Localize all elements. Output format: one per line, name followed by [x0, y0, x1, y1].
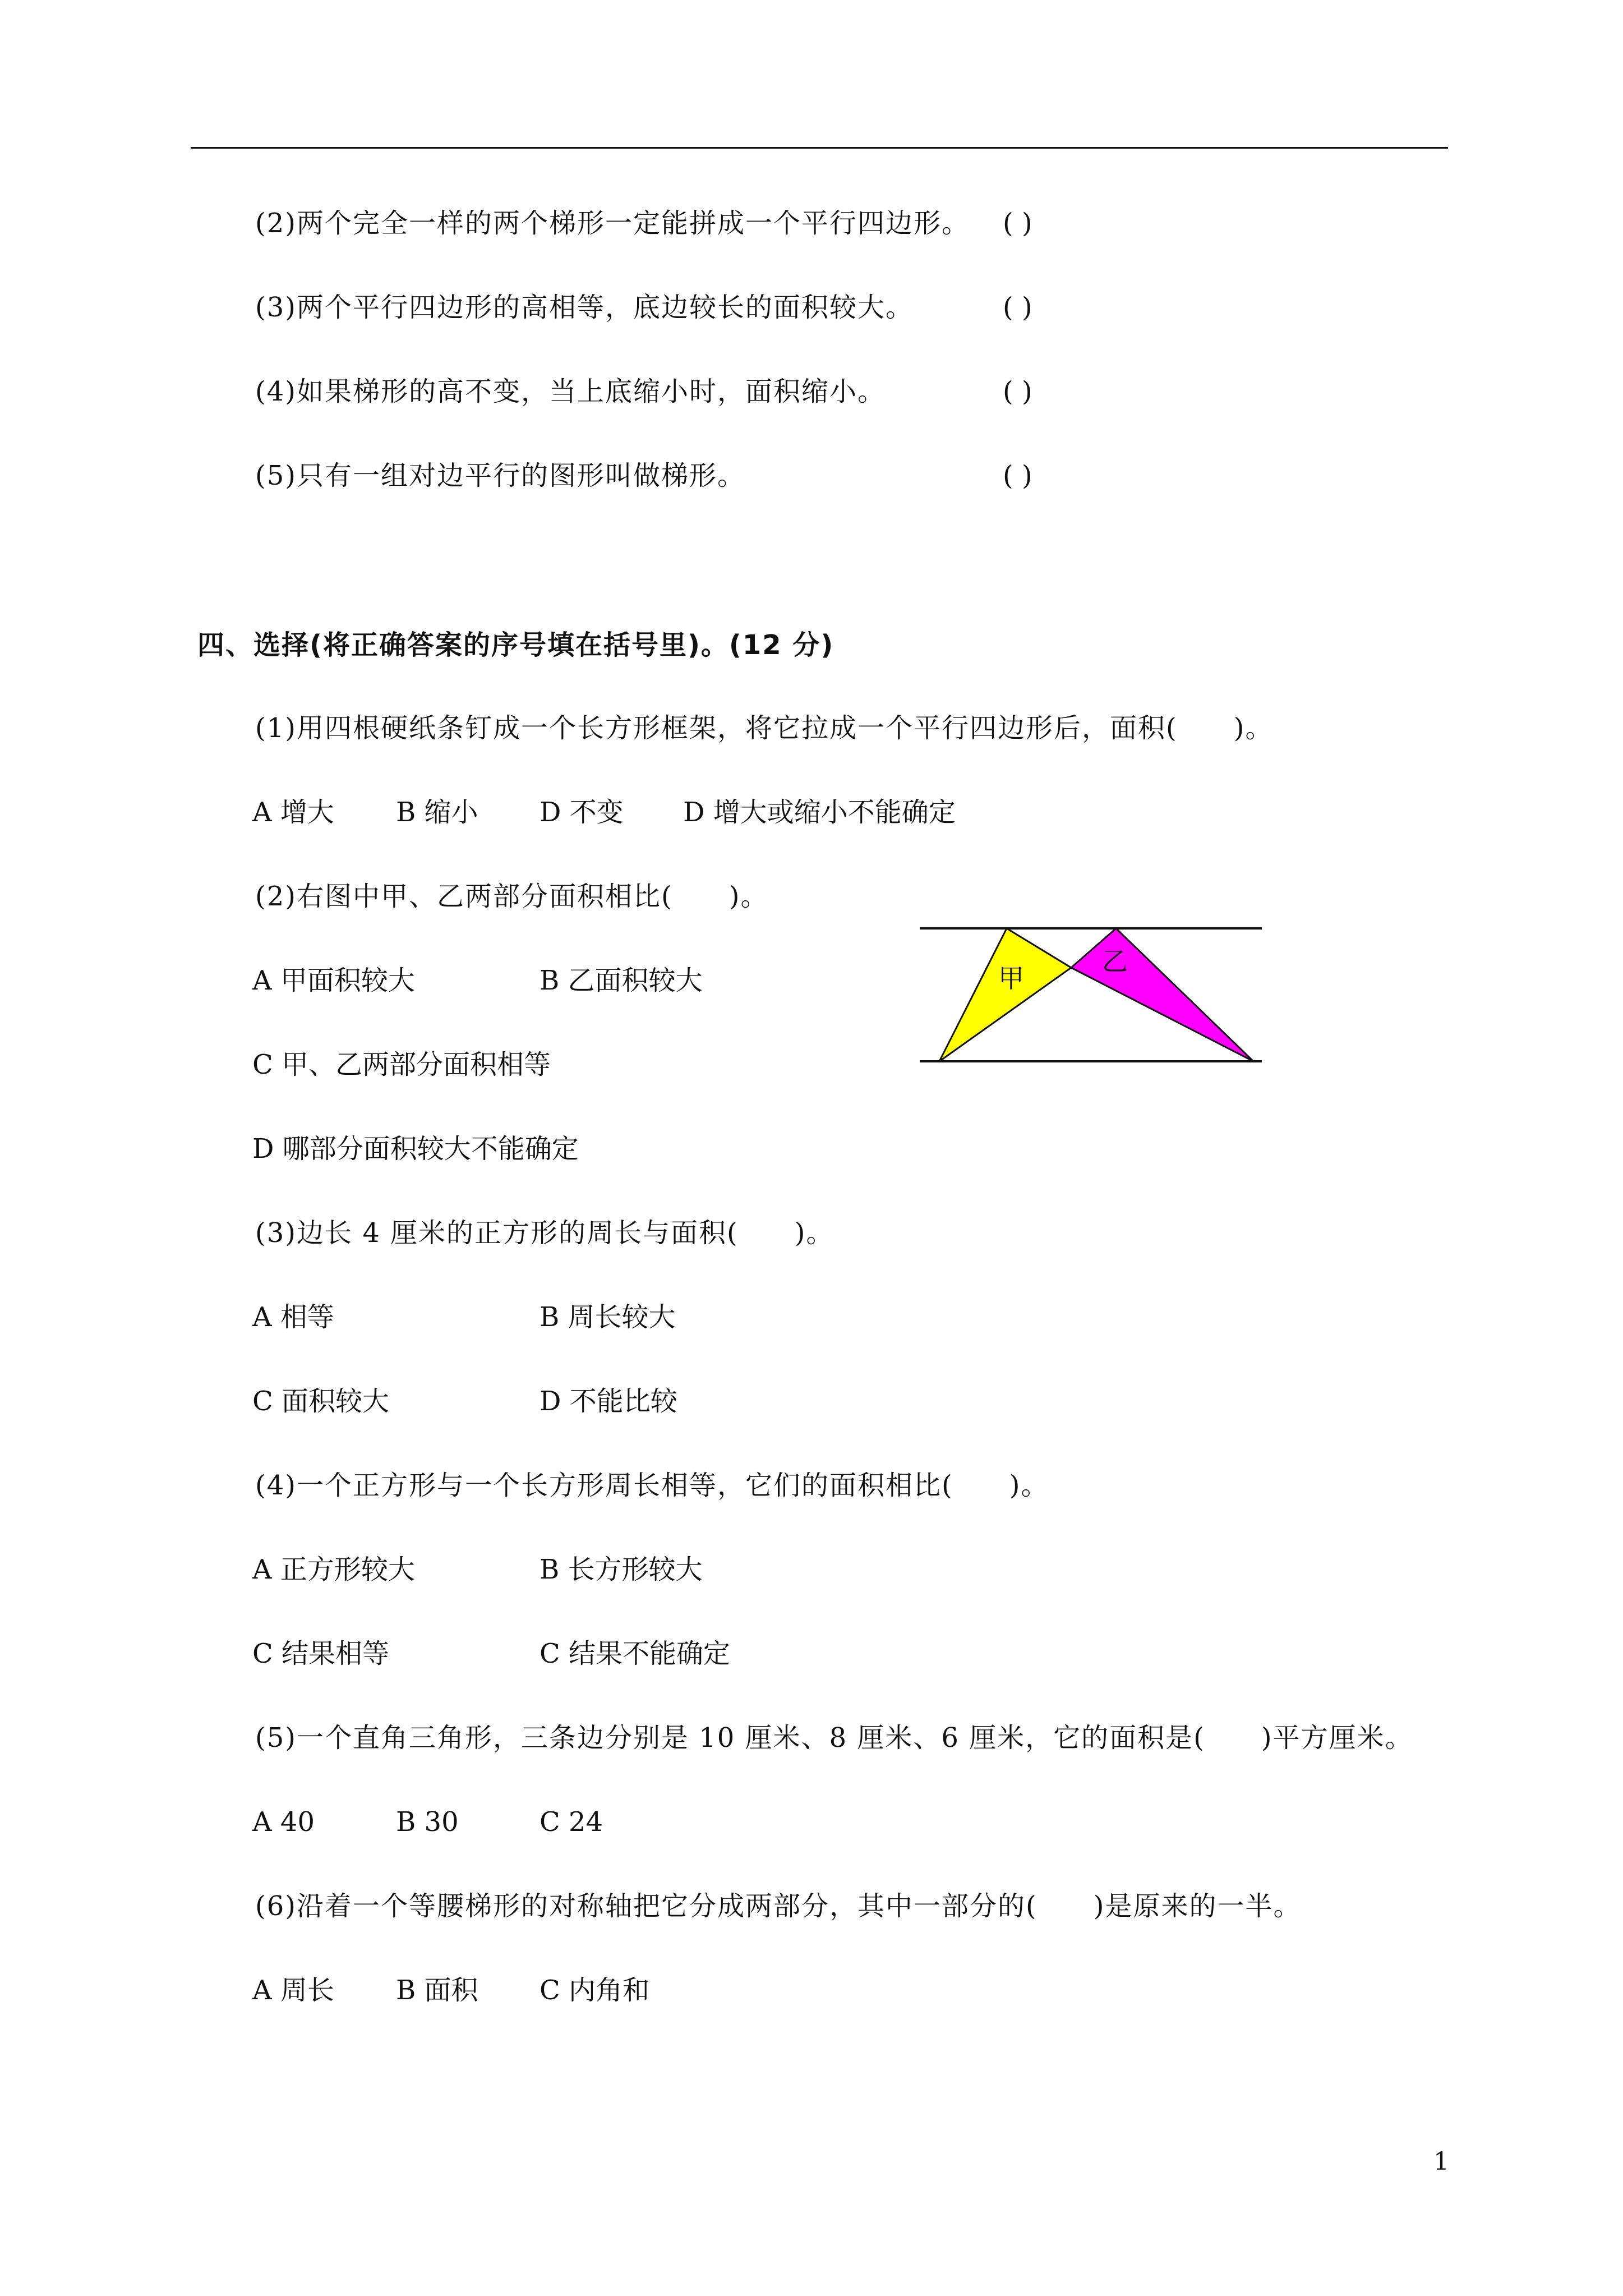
question-2-stem: (2)右图中甲、乙两部分面积相比( )。 — [255, 881, 769, 912]
triangles-figure — [914, 914, 1262, 1071]
q5-option-b: B 30 — [396, 1806, 459, 1838]
label-yi: 乙 — [1102, 946, 1128, 977]
q4-option-c: C 结果相等 — [252, 1638, 389, 1669]
section-title: 四、选择(将正确答案的序号填在括号里)。(12 分) — [197, 629, 834, 661]
judge-answer-blank-2[interactable]: ( ) — [1003, 208, 1032, 239]
question-3-stem: (3)边长 4 厘米的正方形的周长与面积( )。 — [255, 1217, 834, 1249]
triangle-jia — [939, 928, 1071, 1061]
judge-item-3: (3)两个平行四边形的高相等，底边较长的面积较大。 — [255, 292, 914, 323]
judge-answer-blank-4[interactable]: ( ) — [1003, 376, 1032, 407]
q2-option-c: C 甲、乙两部分面积相等 — [252, 1049, 551, 1080]
judge-item-4: (4)如果梯形的高不变，当上底缩小时，面积缩小。 — [255, 376, 886, 407]
q4-option-b: B 长方形较大 — [540, 1554, 703, 1585]
q1-option-c: D 不变 — [540, 797, 624, 828]
judge-answer-blank-3[interactable]: ( ) — [1003, 292, 1032, 323]
question-4-stem: (4)一个正方形与一个长方形周长相等，它们的面积相比( )。 — [255, 1470, 1049, 1501]
q5-option-c: C 24 — [540, 1806, 603, 1838]
judge-item-2: (2)两个完全一样的两个梯形一定能拼成一个平行四边形。 — [255, 208, 970, 239]
q1-option-d: D 增大或缩小不能确定 — [683, 797, 956, 828]
q4-option-d: C 结果不能确定 — [540, 1638, 730, 1669]
q3-option-d: D 不能比较 — [540, 1386, 677, 1417]
question-1-stem: (1)用四根硬纸条钉成一个长方形框架，将它拉成一个平行四边形后，面积( )。 — [255, 712, 1274, 744]
question-5-stem: (5)一个直角三角形，三条边分别是 10 厘米、8 厘米、6 厘米，它的面积是( )平方厘米。 — [255, 1722, 1413, 1754]
q6-option-a: A 周长 — [252, 1975, 334, 2006]
q3-option-b: B 周长较大 — [540, 1301, 676, 1333]
q3-option-c: C 面积较大 — [252, 1386, 389, 1417]
q4-option-a: A 正方形较大 — [252, 1554, 415, 1585]
page-number: 1 — [1433, 2147, 1449, 2176]
q3-option-a: A 相等 — [252, 1301, 334, 1333]
q2-option-d: D 哪部分面积较大不能确定 — [252, 1133, 579, 1165]
q1-option-a: A 增大 — [252, 797, 334, 828]
judge-answer-blank-5[interactable]: ( ) — [1003, 460, 1032, 491]
triangle-yi — [1071, 928, 1253, 1061]
q6-option-b: B 面积 — [396, 1975, 478, 2006]
q1-option-b: B 缩小 — [396, 797, 478, 828]
label-jia: 甲 — [998, 963, 1024, 993]
question-6-stem: (6)沿着一个等腰梯形的对称轴把它分成两部分，其中一部分的( )是原来的一半。 — [255, 1890, 1302, 1922]
q2-option-a: A 甲面积较大 — [252, 965, 415, 996]
header-rule — [191, 147, 1448, 149]
judge-item-5: (5)只有一组对边平行的图形叫做梯形。 — [255, 460, 745, 491]
q2-option-b: B 乙面积较大 — [540, 965, 703, 996]
q5-option-a: A 40 — [252, 1806, 315, 1838]
q6-option-c: C 内角和 — [540, 1975, 649, 2006]
